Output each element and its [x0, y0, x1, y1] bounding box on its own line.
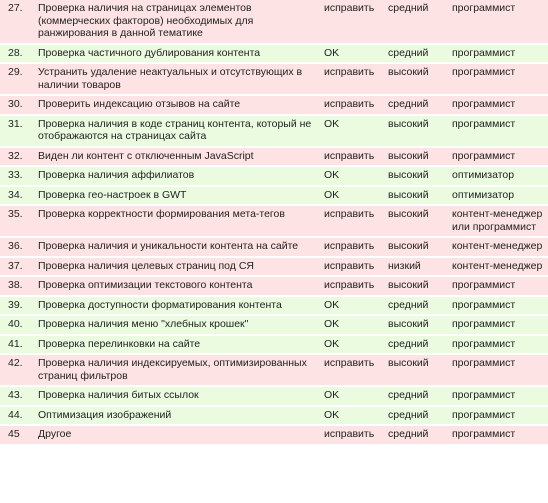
table-row: [0, 45, 548, 63]
row-number: 31.: [0, 116, 38, 146]
row-number: 28.: [0, 45, 38, 63]
row-number: 43.: [0, 387, 38, 405]
priority-cell: средний: [388, 336, 452, 354]
priority-cell: средний: [388, 426, 452, 444]
row-number: 34.: [0, 187, 38, 205]
table-row: [0, 277, 548, 295]
priority-cell: средний: [388, 387, 452, 405]
priority-cell: средний: [388, 45, 452, 63]
task-text: Проверка оптимизации текстового контента: [38, 277, 324, 295]
owner-cell: программист: [452, 148, 548, 166]
table-row: [0, 167, 548, 185]
table-row: [0, 238, 548, 256]
row-number: 45: [0, 426, 38, 444]
task-text: Проверка наличия битых ссылок: [38, 387, 324, 405]
status-cell: исправить: [324, 96, 388, 114]
task-text: Проверка корректности формирования мета-тегов: [38, 206, 324, 236]
task-text: Проверка гео-настроек в GWT: [38, 187, 324, 205]
task-text: Проверка перелинковки на сайте: [38, 336, 324, 354]
task-text: Проверка наличия и уникальности контента на сайте: [38, 238, 324, 256]
owner-cell: программист: [452, 297, 548, 315]
priority-cell: средний: [388, 96, 452, 114]
priority-cell: средний: [388, 297, 452, 315]
table-row: [0, 64, 548, 94]
task-text: Устранить удаление неактуальных и отсутствующих в наличии товаров: [38, 64, 324, 94]
owner-cell: программист: [452, 426, 548, 444]
task-text: Оптимизация изображений: [38, 407, 324, 425]
status-cell: исправить: [324, 277, 388, 295]
owner-cell: программист: [452, 116, 548, 146]
row-number: 41.: [0, 336, 38, 354]
task-text: Проверка наличия меню "хлебных крошек": [38, 316, 324, 334]
priority-cell: высокий: [388, 355, 452, 385]
owner-cell: оптимизатор: [452, 167, 548, 185]
status-cell: исправить: [324, 206, 388, 236]
priority-cell: средний: [388, 407, 452, 425]
table-row: [0, 148, 548, 166]
task-text: Проверка наличия индексируемых, оптимизированных страниц фильтров: [38, 355, 324, 385]
owner-cell: программист: [452, 387, 548, 405]
task-text: Проверка наличия аффилиатов: [38, 167, 324, 185]
priority-cell: высокий: [388, 206, 452, 236]
status-cell: OK: [324, 187, 388, 205]
task-text: Проверка частичного дублирования контента: [38, 45, 324, 63]
status-cell: OK: [324, 45, 388, 63]
row-number: 27.: [0, 0, 38, 43]
priority-cell: высокий: [388, 277, 452, 295]
priority-cell: высокий: [388, 316, 452, 334]
status-cell: OK: [324, 116, 388, 146]
row-number: 33.: [0, 167, 38, 185]
task-text: Проверка наличия целевых страниц под СЯ: [38, 258, 324, 276]
owner-cell: программист: [452, 96, 548, 114]
row-number: 32.: [0, 148, 38, 166]
status-cell: исправить: [324, 238, 388, 256]
table-row: [0, 187, 548, 205]
priority-cell: высокий: [388, 238, 452, 256]
status-cell: OK: [324, 387, 388, 405]
status-cell: OK: [324, 167, 388, 185]
status-cell: исправить: [324, 64, 388, 94]
table-row: [0, 355, 548, 385]
table-row: [0, 316, 548, 334]
table-row: [0, 387, 548, 405]
owner-cell: программист: [452, 45, 548, 63]
task-text: Проверка наличия в коде страниц контента, который не отображаются на страницах сайта: [38, 116, 324, 146]
table-row: [0, 426, 548, 444]
row-number: 35.: [0, 206, 38, 236]
task-text: Проверка доступности форматирования контента: [38, 297, 324, 315]
priority-cell: высокий: [388, 187, 452, 205]
status-cell: исправить: [324, 426, 388, 444]
table-row: [0, 116, 548, 146]
table-row: [0, 297, 548, 315]
row-number: 29.: [0, 64, 38, 94]
row-number: 38.: [0, 277, 38, 295]
status-cell: OK: [324, 316, 388, 334]
status-cell: OK: [324, 297, 388, 315]
status-cell: OK: [324, 407, 388, 425]
priority-cell: высокий: [388, 148, 452, 166]
row-number: 40.: [0, 316, 38, 334]
status-cell: исправить: [324, 258, 388, 276]
table-row: [0, 336, 548, 354]
status-cell: исправить: [324, 0, 388, 43]
table-row: [0, 0, 548, 43]
status-cell: OK: [324, 336, 388, 354]
status-cell: исправить: [324, 148, 388, 166]
owner-cell: контент-менеджер: [452, 238, 548, 256]
priority-cell: средний: [388, 0, 452, 43]
owner-cell: программист: [452, 407, 548, 425]
owner-cell: программист: [452, 336, 548, 354]
task-text: Виден ли контент с отключенным JavaScript: [38, 148, 324, 166]
task-text: Проверить индексацию отзывов на сайте: [38, 96, 324, 114]
table-row: [0, 407, 548, 425]
row-number: 44.: [0, 407, 38, 425]
table-row: [0, 258, 548, 276]
owner-cell: программист: [452, 355, 548, 385]
row-number: 42.: [0, 355, 38, 385]
owner-cell: программист: [452, 0, 548, 43]
status-cell: исправить: [324, 355, 388, 385]
priority-cell: высокий: [388, 167, 452, 185]
owner-cell: программист: [452, 64, 548, 94]
task-text: Проверка наличия на страницах элементов (коммерческих факторов) необходимых для ранжирования в данной тематике: [38, 0, 324, 43]
owner-cell: программист: [452, 316, 548, 334]
priority-cell: низкий: [388, 258, 452, 276]
row-number: 39.: [0, 297, 38, 315]
priority-cell: высокий: [388, 64, 452, 94]
owner-cell: оптимизатор: [452, 187, 548, 205]
table-row: [0, 206, 548, 236]
row-number: 36.: [0, 238, 38, 256]
owner-cell: контент-менеджер или программист: [452, 206, 548, 236]
owner-cell: программист: [452, 277, 548, 295]
task-text: Другое: [38, 426, 324, 444]
row-number: 30.: [0, 96, 38, 114]
table-row: [0, 96, 548, 114]
row-number: 37.: [0, 258, 38, 276]
owner-cell: контент-менеджер: [452, 258, 548, 276]
priority-cell: высокий: [388, 116, 452, 146]
